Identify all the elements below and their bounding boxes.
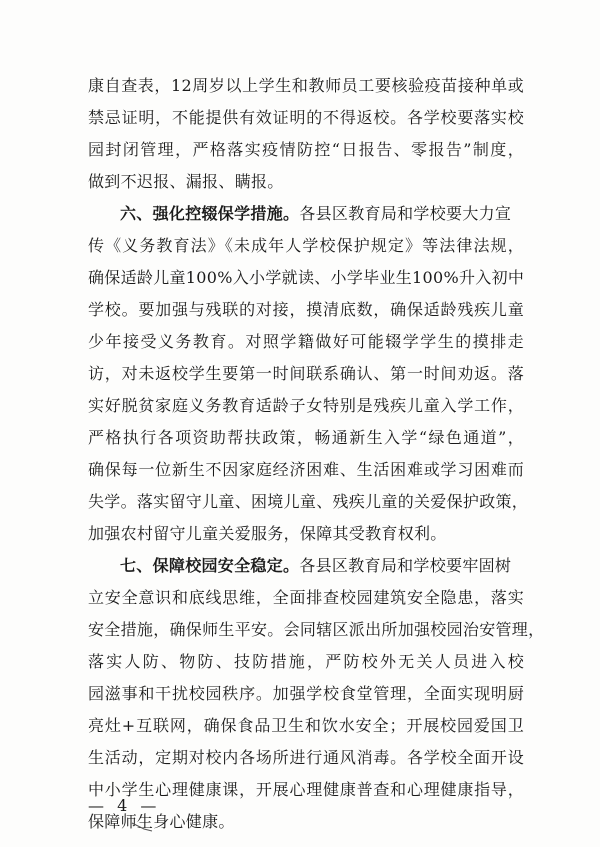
paragraph-line: 加强农村留守儿童关爱服务，保障其受教育权利。 <box>88 524 447 543</box>
page-number: — 4 — <box>88 796 161 815</box>
section-7-first-line <box>88 554 524 586</box>
body-text <box>88 74 545 842</box>
paragraph-line: 落实人防、物防、技防措施，严防校外无关人员进入校 <box>88 652 524 671</box>
paragraph-line: 严格执行各项资助帮扶政策，畅通新生入学“绿色通道”， <box>88 428 524 447</box>
paragraph-line: 生活动，定期对校内各场所进行通风消毒。各学校全面开设 <box>88 748 524 767</box>
section-6-title: 六、强化控辍保学措施。 <box>120 204 300 223</box>
paragraph-line: 实好脱贫家庭义务教育适龄子女特别是残疾儿童入学工作， <box>88 396 524 415</box>
paragraph-line: 确保每一位新生不因家庭经济困难、生活困难或学习困难而 <box>88 460 524 479</box>
section-6-first-line <box>88 202 524 234</box>
paragraph-line: 园滋事和干扰校园秩序。加强学校食堂管理，全面实现明厨 <box>88 684 524 703</box>
paragraph-line: 禁忌证明，不能提供有效证明的不得返校。各学校要落实校 <box>88 108 524 127</box>
paragraph-line: 传《义务教育法》《未成年人学校保护规定》等法律法规， <box>88 236 524 255</box>
paragraph-line: 少年接受义务教育。对照学籍做好可能辍学学生的摸排走 <box>88 332 524 351</box>
scan-mark <box>130 820 156 834</box>
section-7-title: 七、保障校园安全稳定。 <box>120 556 300 575</box>
section-7-first-line-text: 各县区教育局和学校要牢固树 <box>299 556 512 575</box>
paragraph-line: 失学。落实留守儿童、困境儿童、残疾儿童的关爱保护政策， <box>88 492 529 511</box>
paragraph-line: 做到不迟报、漏报、瞒报。 <box>88 172 284 191</box>
paragraph-line: 学校。要加强与残联的对接，摸清底数，确保适龄残疾儿童 <box>88 300 524 319</box>
paragraph-line: 访，对未返校学生要第一时间联系确认、第一时间劝返。落 <box>88 364 524 383</box>
paragraph-line: 安全措施，确保师生平安。会同辖区派出所加强校园治安管理， <box>88 620 545 639</box>
paragraph-line: 保障师生身心健康。 <box>88 812 235 831</box>
section-6-first-line-text: 各县区教育局和学校要大力宣 <box>299 204 512 223</box>
paragraph-line: 亮灶+互联网，确保食品卫生和饮水安全；开展校园爱国卫 <box>88 716 524 735</box>
paragraph-line: 立安全意识和底线思维，全面排查校园建筑安全隐患，落实 <box>88 588 524 607</box>
paragraph-line: 确保适龄儿童100%入小学就读、小学毕业生100%升入初中 <box>88 268 525 287</box>
paragraph-line: 园封闭管理，严格落实疫情防控“日报告、零报告”制度， <box>88 140 524 159</box>
paragraph-line: 中小学生心理健康课，开展心理健康普查和心理健康指导， <box>88 780 524 799</box>
paragraph-line: 康自查表，12周岁以上学生和教师员工要核验疫苗接种单或 <box>88 76 524 95</box>
